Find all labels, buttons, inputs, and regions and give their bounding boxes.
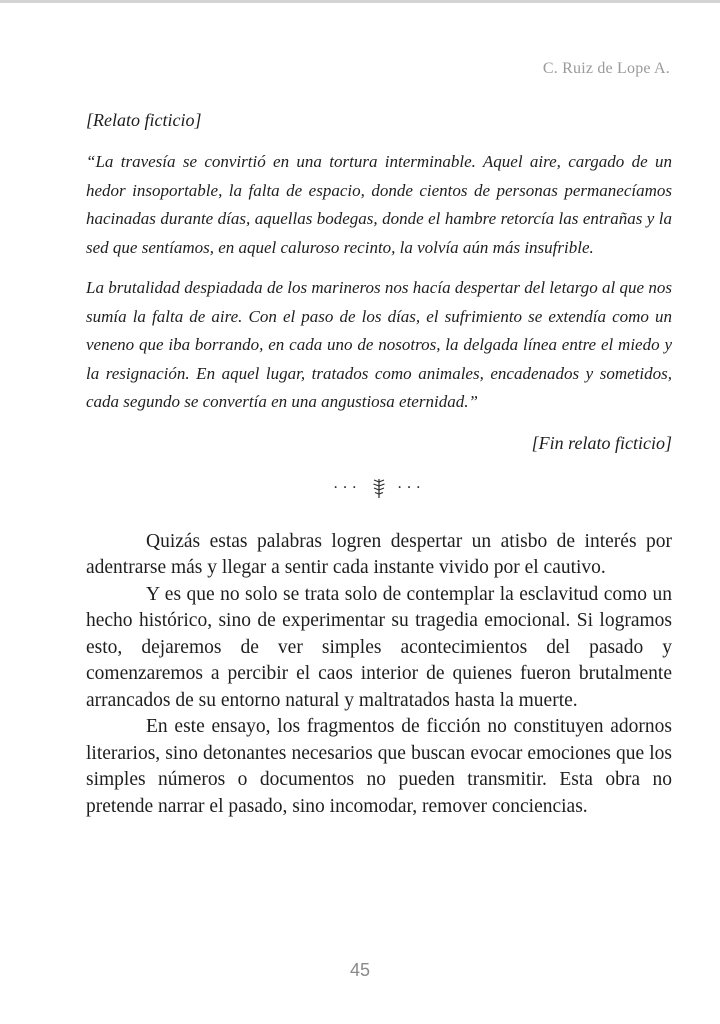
ornament-dots-left: ···: [333, 478, 361, 496]
fiction-paragraph: “La travesía se convirtió en una tortura interminable. Aquel aire, cargado de un hedor insoportable, la falta de espacio, donde cientos de personas permanecíamos hacinadas durante días, aquellas bodegas, donde el hambre retorcía las entrañas y la sed que sentíamos, en aquel caluroso recinto, la volvía aún más insufrible.: [86, 152, 672, 257]
top-border: [0, 0, 720, 3]
running-head-author: C. Ruiz de Lope A.: [542, 60, 670, 77]
body-paragraph: Y es que no solo se trata solo de contemplar la esclavitud como un hecho histórico, sino de experimentar su tragedia emocional. Si logramos esto, dejaremos de ver simples acontecimientos del pasado y comenzaremos a percibir el caos interior de quienes fueron brutalmente arrancados de su entorno natural y maltratados hasta la muerte.: [86, 583, 672, 711]
body-paragraph: En este ensayo, los fragmentos de ficción no constituyen adornos literarios, sino detonantes necesarios que buscan evocar emociones que los simples números o documentos no pueden transmitir. Esta obra no pretende narrar el pasado, sino incomodar, remover conciencias.: [86, 716, 672, 817]
page-number: 45: [349, 960, 371, 980]
body-paragraph: Quizás estas palabras logren despertar un atisbo de interés por adentrarse más y llegar a sentir cada instante vivido por el cautivo.: [86, 530, 672, 578]
fiction-start-tag: [Relato ficticio]: [86, 110, 202, 130]
section-ornament: [86, 475, 672, 501]
leaf-sprig-icon: [371, 477, 387, 499]
ornament-dots-right: ···: [397, 478, 425, 496]
fiction-end-tag: [Fin relato ficticio]: [531, 432, 672, 453]
fiction-paragraph: La brutalidad despiadada de los marineros nos hacía despertar del letargo al que nos sumía la falta de aire. Con el paso de los días, el sufrimiento se extendía como un veneno que iba borrando, en cada uno de nosotros, la delgada línea entre el miedo y la resignación. En aquel lugar, tratados como animales, encadenados y sometidos, cada segundo se convertía en una angustiosa eternidad.”: [86, 278, 672, 411]
page-content: [86, 106, 672, 820]
